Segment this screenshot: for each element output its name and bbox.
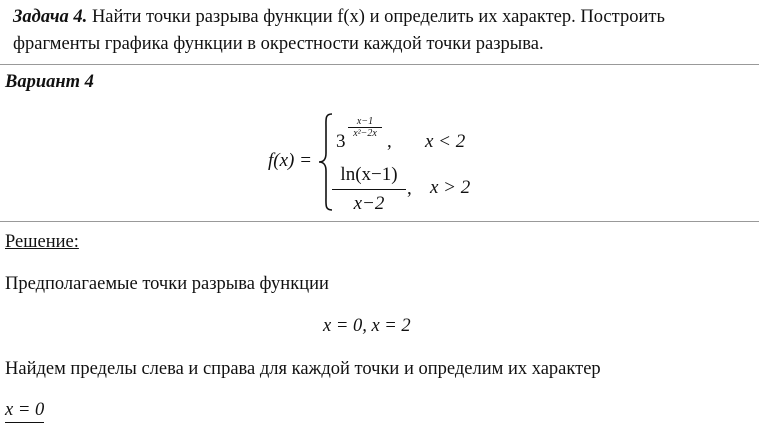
case1-condition: x < 2	[425, 131, 466, 152]
power-base: 3	[336, 131, 346, 152]
exponent-fraction	[347, 116, 383, 140]
solution-heading: Решение:	[5, 232, 79, 252]
log-fraction	[332, 163, 406, 216]
paragraph-candidate-points: Предполагаемые точки разрыва функции	[5, 274, 329, 294]
divider-bottom	[0, 221, 759, 222]
case2-comma: ,	[407, 178, 412, 199]
log-fraction-bar	[332, 189, 406, 190]
variant-heading: Вариант 4	[5, 72, 94, 92]
log-denominator: x−2	[353, 193, 385, 214]
task-text: Найти точки разрыва функции f(x) и определить их характер. Построить фрагменты графика функции в окрестности каждой точки разрыва.	[13, 7, 665, 54]
task-label: Задача 4.	[13, 7, 88, 27]
discontinuity-points: x = 0, x = 2	[323, 316, 411, 336]
exponent-denominator: x²−2x	[353, 128, 377, 139]
paragraph-limits: Найдем пределы слева и справа для каждой точки и определим их характер	[5, 359, 601, 379]
case-heading-x0: x = 0	[5, 400, 44, 423]
case1-comma: ,	[387, 131, 392, 152]
exponent-numerator: x−1	[356, 116, 374, 127]
case2-condition: x > 2	[430, 177, 471, 198]
log-numerator: ln(x−1)	[340, 164, 398, 185]
function-lhs: f(x) =	[268, 150, 312, 171]
